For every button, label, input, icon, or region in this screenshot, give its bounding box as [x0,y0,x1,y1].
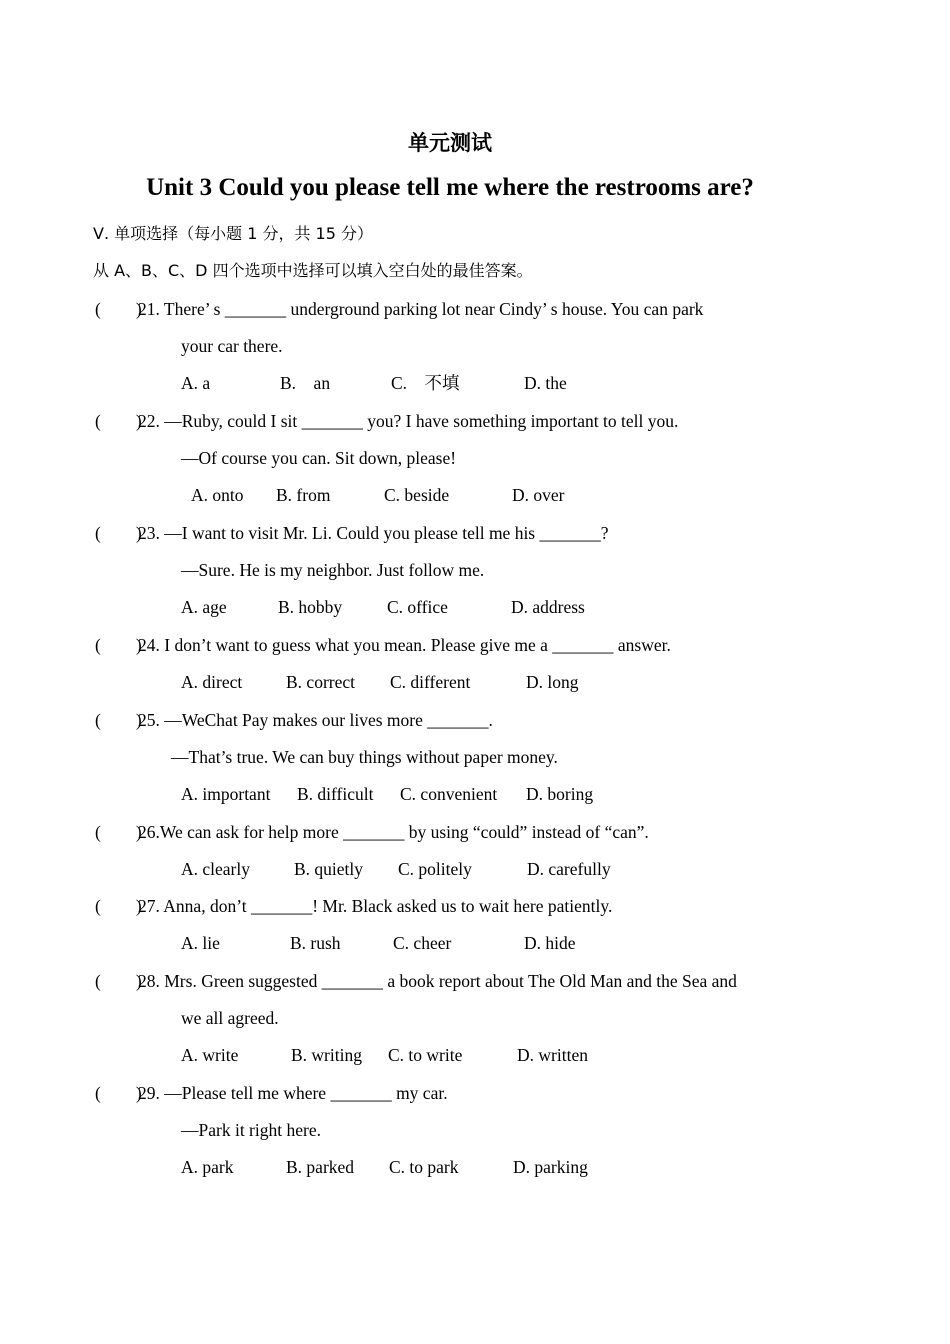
question-text-cont: your car there. [181,336,283,356]
option-a: A. park [181,1157,234,1177]
question-text: 28. Mrs. Green suggested _______ a book report about The Old Man and the Sea and [138,971,737,991]
option-a: A. lie [181,933,220,953]
option-b: B. rush [290,933,341,953]
option-c: C. to write [388,1045,463,1065]
option-b: B. difficult [297,784,374,804]
answer-paren[interactable]: ( ) [95,635,142,655]
option-d: D. long [526,672,579,692]
question-text-cont: —That’s true. We can buy things without paper money. [171,747,558,767]
answer-paren[interactable]: ( ) [95,1083,142,1103]
option-d: D. written [517,1045,588,1065]
option-b: B. an [280,373,331,393]
option-a: A. important [181,784,271,804]
page-title-cn: 单元测试 [408,131,492,155]
option-c: C. to park [389,1157,459,1177]
option-b: B. quietly [294,859,364,879]
question-text: 29. —Please tell me where _______ my car. [138,1083,448,1103]
option-c: C. beside [384,485,450,505]
question-text-cont: —Sure. He is my neighbor. Just follow me. [181,560,485,580]
option-b: B. parked [286,1157,355,1177]
option-c: C. convenient [400,784,498,804]
option-b: B. correct [286,672,355,692]
answer-paren[interactable]: ( ) [95,299,142,319]
question-text: 23. —I want to visit Mr. Li. Could you please tell me his _______? [138,523,609,543]
option-c: C. office [387,597,448,617]
option-d: D. over [512,485,565,505]
question-text-cont: —Of course you can. Sit down, please! [181,448,457,468]
answer-paren[interactable]: ( ) [95,411,142,431]
answer-paren[interactable]: ( ) [95,710,142,730]
option-a: A. age [181,597,227,617]
question-text: 26.We can ask for help more _______ by using “could” instead of “can”. [138,822,649,842]
answer-paren[interactable]: ( ) [95,822,142,842]
question-text: 21. There’ s _______ underground parking lot near Cindy’ s house. You can park [138,299,704,319]
question-text: 22. —Ruby, could I sit _______ you? I have something important to tell you. [138,411,679,431]
option-a: A. a [181,373,211,393]
question-text-cont: —Park it right here. [181,1120,321,1140]
option-b: B. from [276,485,331,505]
question-text: 25. —WeChat Pay makes our lives more _______. [138,710,493,730]
option-d: D. boring [526,784,594,804]
question-text: 24. I don’t want to guess what you mean. Please give me a _______ answer. [138,635,671,655]
option-b: B. hobby [278,597,343,617]
option-b: B. writing [291,1045,362,1065]
answer-paren[interactable]: ( ) [95,971,142,991]
answer-paren[interactable]: ( ) [95,896,142,916]
option-a: A. onto [191,485,244,505]
option-d: D. hide [524,933,576,953]
page-title-en: Unit 3 Could you please tell me where the restrooms are? [146,174,754,201]
question-text: 27. Anna, don’t _______! Mr. Black asked us to wait here patiently. [138,896,613,916]
option-c: C. different [390,672,471,692]
option-a: A. clearly [181,859,250,879]
option-d: D. carefully [527,859,611,879]
option-a: A. direct [181,672,243,692]
option-c: C. politely [398,859,472,879]
option-a: A. write [181,1045,239,1065]
option-d: D. parking [513,1157,588,1177]
answer-paren[interactable]: ( ) [95,523,142,543]
option-c: C. 不填 [391,373,460,393]
option-c: C. cheer [393,933,452,953]
option-d: D. address [511,597,585,617]
section-instruction: 从 A、B、C、D 四个选项中选择可以填入空白处的最佳答案。 [93,261,533,280]
option-d: D. the [524,373,567,393]
section-heading: Ⅴ. 单项选择（每小题 1 分，共 15 分） [93,224,374,243]
question-text-cont: we all agreed. [181,1008,279,1028]
